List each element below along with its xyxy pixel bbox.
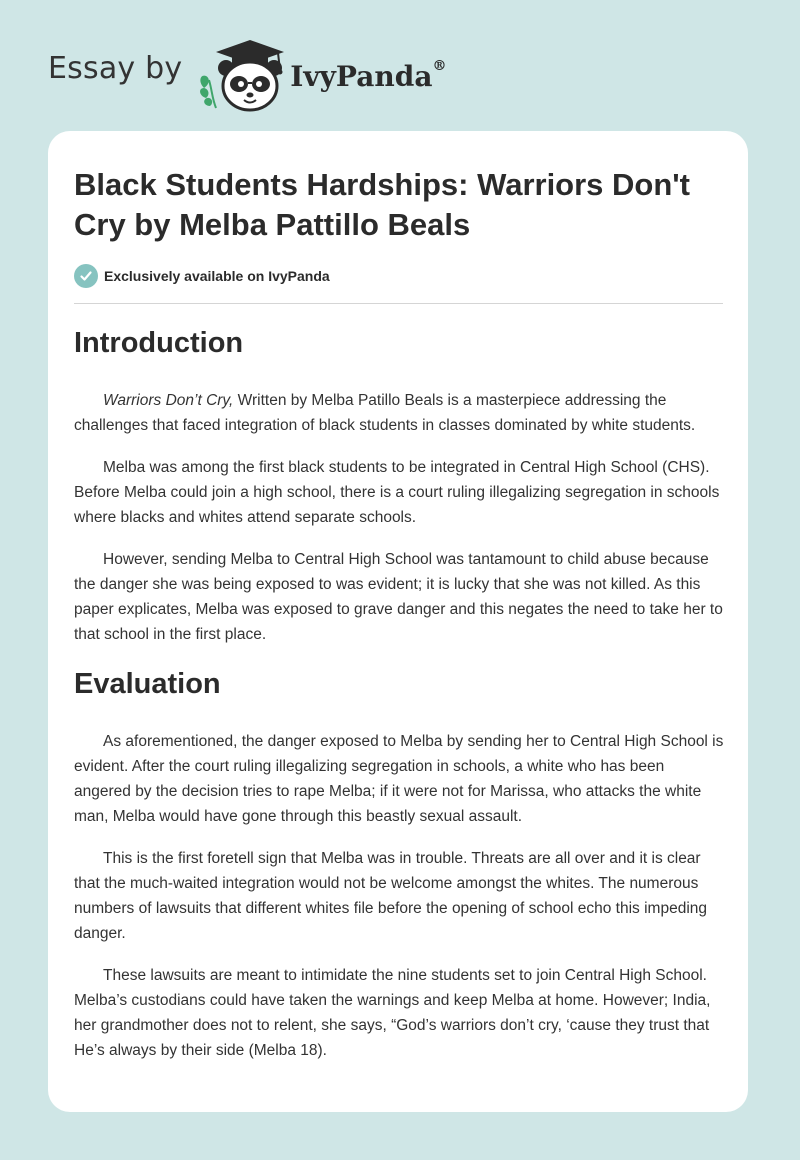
registered-mark: ® xyxy=(432,57,447,74)
check-circle-icon xyxy=(74,264,98,288)
paragraph: However, sending Melba to Central High School was tantamount to child abuse because the danger she was being exposed to was evident; it is lucky that she was not killed. As this paper explicates, Melba was exposed to grave danger and this negates the need to take her to that school in the first place. xyxy=(74,551,723,643)
essay-card xyxy=(48,131,748,1112)
exclusive-badge xyxy=(74,264,330,288)
paragraph-text: Written by Melba Patillo Beals is a masterpiece addressing the challenges that faced integration of black students in classes dominated by white students. xyxy=(74,392,696,434)
essay-body xyxy=(74,323,724,1063)
brand-name-text: IvyPanda xyxy=(290,59,433,93)
paragraph: This is the first foretell sign that Melba was in trouble. Threats are all over and it is clear that the much-waited integration would not be welcome amongst the whites. The numerous numbers of lawsuits that different whites file before the opening of school echo this impeding danger. xyxy=(74,850,708,942)
section-heading-introduction: Introduction xyxy=(74,327,244,359)
paragraph: These lawsuits are meant to intimidate the nine students set to join Central High School. Melba’s custodians could have taken the warnings and keep Melba at home. However; India, her grandmother does not to relent, she says, “God’s warriors don’t cry, ‘cause they trust that He’s always by their side (Melba 18). xyxy=(74,967,711,1059)
paragraph: As aforementioned, the danger exposed to Melba by sending her to Central High School is evident. After the court ruling illegalizing segregation in schools, a white who has been angered by the decision tries to rape Melba; if it were not for Marissa, who attacks the white man, Melba would have gone through this beastly sexual assault. xyxy=(74,733,724,825)
title-divider xyxy=(74,303,723,304)
brand-name[interactable] xyxy=(290,57,447,93)
essay-by-label: Essay by xyxy=(48,50,183,86)
paragraph xyxy=(74,388,724,438)
panda-graduate-logo-icon[interactable] xyxy=(196,36,286,112)
site-header xyxy=(48,34,446,114)
book-title: Warriors Don’t Cry, xyxy=(103,392,234,409)
exclusive-label: Exclusively available on IvyPanda xyxy=(104,268,330,284)
section-heading-evaluation: Evaluation xyxy=(74,668,221,700)
paragraph: Melba was among the first black students to be integrated in Central High School (CHS). Before Melba could join a high school, there is a court ruling illegalizing segregation in schools where blacks and whites attend separate schools. xyxy=(74,459,720,526)
essay-title: Black Students Hardships: Warriors Don't Cry by Melba Pattillo Beals xyxy=(74,167,690,242)
